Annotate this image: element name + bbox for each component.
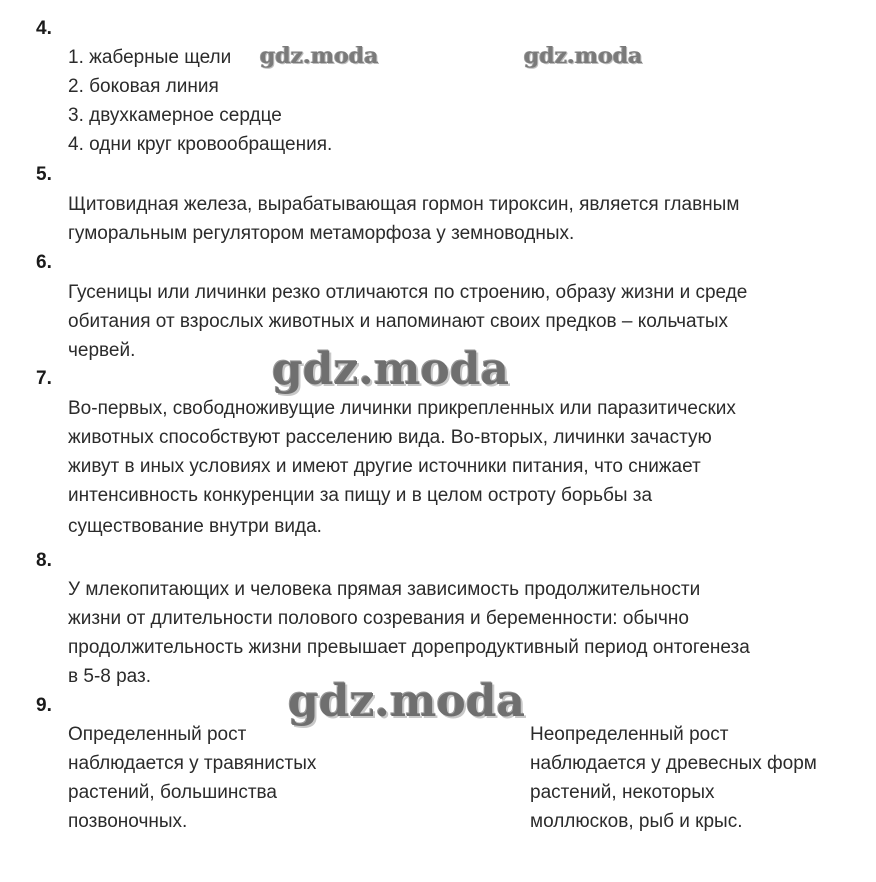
q4-item-4: 4. одни круг кровообращения.	[68, 134, 333, 155]
q8-answer-line-4: в 5-8 раз.	[68, 666, 152, 687]
q6-answer-line-3: червей.	[68, 340, 136, 361]
q5-answer-line-1: Щитовидная железа, вырабатывающая гормон тироксин, является главным	[68, 194, 740, 215]
q6-answer-line-2: обитания от взрослых животных и напоминают своих предков – кольчатых	[68, 311, 729, 332]
q9-right-line-4: моллюсков, рыб и крыс.	[530, 811, 743, 832]
watermark-logo: gdz.moda	[272, 344, 510, 395]
q9-left-line-2: наблюдается у травянистых	[68, 753, 317, 774]
q5-answer-line-2: гуморальным регулятором метаморфоза у земноводных.	[68, 223, 575, 244]
question-number-6: 6.	[36, 252, 52, 273]
watermark-logo: gdz.moda	[288, 676, 526, 727]
q7-answer-line-3: живут в иных условиях и имеют другие источники питания, что снижает	[68, 456, 701, 477]
q7-answer-line-5: существование внутри вида.	[68, 516, 322, 537]
q9-left-line-3: растений, большинства	[68, 782, 277, 803]
q7-answer-line-2: животных способствуют расселению вида. Во-вторых, личинки зачастую	[68, 427, 712, 448]
q8-answer-line-3: продолжительность жизни превышает дорепродуктивный период онтогенеза	[68, 637, 750, 658]
q9-right-line-3: растений, некоторых	[530, 782, 715, 803]
q8-answer-line-2: жизни от длительности полового созревания и беременности: обычно	[68, 608, 689, 629]
q9-right-line-1: Неопределенный рост	[530, 724, 729, 745]
watermark-logo: gdz.moda	[260, 43, 379, 69]
question-number-4: 4.	[36, 18, 52, 39]
q4-item-1: 1. жаберные щели	[68, 47, 232, 68]
q7-answer-line-1: Во-первых, свободноживущие личинки прикрепленных или паразитических	[68, 398, 736, 419]
q4-item-3: 3. двухкамерное сердце	[68, 105, 282, 126]
q9-right-line-2: наблюдается у древесных форм	[530, 753, 817, 774]
q8-answer-line-1: У млекопитающих и человека прямая зависимость продолжительности	[68, 579, 701, 600]
watermark-logo: gdz.moda	[524, 43, 643, 69]
q9-left-line-4: позвоночных.	[68, 811, 188, 832]
q4-item-2: 2. боковая линия	[68, 76, 219, 97]
question-number-9: 9.	[36, 695, 52, 716]
q6-answer-line-1: Гусеницы или личинки резко отличаются по строению, образу жизни и среде	[68, 282, 748, 303]
q9-left-line-1: Определенный рост	[68, 724, 247, 745]
q7-answer-line-4: интенсивность конкуренции за пищу и в целом остроту борьбы за	[68, 485, 653, 506]
question-number-7: 7.	[36, 368, 52, 389]
question-number-8: 8.	[36, 550, 52, 571]
question-number-5: 5.	[36, 164, 52, 185]
